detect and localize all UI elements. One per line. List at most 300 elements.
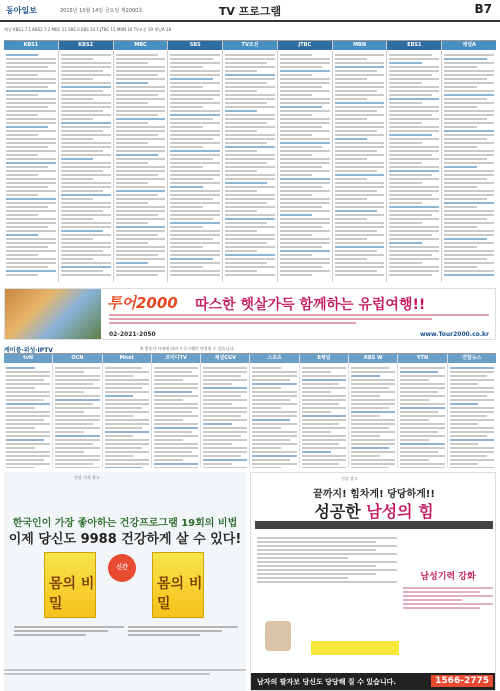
program-entry (444, 186, 476, 188)
program-entry (170, 230, 220, 232)
program-entry (335, 166, 385, 168)
text-line (257, 569, 397, 571)
channel-header: 스포츠 (250, 354, 298, 363)
program-entry (225, 182, 267, 184)
program-entry (302, 439, 346, 441)
program-entry (225, 186, 275, 188)
program-entry (116, 266, 166, 268)
program-entry (6, 274, 38, 276)
program-entry (302, 459, 346, 461)
program-entry (61, 242, 111, 244)
program-entry (6, 222, 56, 224)
program-entry (335, 90, 377, 92)
program-entry (225, 270, 257, 272)
program-entry (351, 443, 395, 445)
channel-column (168, 41, 223, 282)
program-entry (450, 383, 479, 385)
program-entry (116, 90, 166, 92)
program-entry (400, 399, 429, 401)
program-entry (6, 371, 50, 373)
program-entry (6, 66, 48, 68)
program-entry (225, 210, 257, 212)
program-entry (61, 94, 111, 96)
program-entry (154, 371, 192, 373)
program-entry (61, 158, 93, 160)
program-entry (154, 419, 183, 421)
program-entry (351, 463, 395, 465)
program-entry (444, 122, 494, 124)
channel-header: EBS1 (387, 41, 441, 50)
program-entry (351, 467, 389, 468)
program-entry (450, 415, 488, 417)
text-line (257, 541, 376, 543)
program-list (4, 363, 52, 468)
program-entry (154, 467, 198, 468)
ad-side-text (403, 585, 493, 665)
program-entry (61, 270, 103, 272)
program-entry (280, 90, 330, 92)
program-entry (225, 74, 275, 76)
ad-title (251, 499, 496, 522)
program-entry (444, 142, 494, 144)
program-entry (351, 423, 395, 425)
program-entry (170, 102, 220, 104)
text-line (403, 607, 480, 609)
program-entry (61, 54, 111, 56)
program-entry (225, 86, 275, 88)
program-entry (225, 214, 275, 216)
program-entry (6, 443, 50, 445)
program-entry (351, 379, 395, 381)
program-entry (252, 407, 281, 409)
program-entry (280, 170, 330, 172)
program-entry (225, 246, 275, 248)
program-entry (252, 367, 281, 369)
program-entry (225, 58, 275, 60)
program-entry (389, 58, 439, 60)
program-entry (335, 178, 367, 180)
program-entry (55, 451, 84, 453)
program-entry (351, 391, 395, 393)
program-entry (389, 110, 439, 112)
program-entry (170, 258, 212, 260)
program-entry (335, 134, 385, 136)
program-entry (154, 451, 192, 453)
program-entry (389, 234, 431, 236)
program-entry (61, 102, 111, 104)
program-entry (225, 162, 267, 164)
program-entry (105, 411, 149, 413)
program-entry (252, 427, 281, 429)
program-entry (116, 170, 166, 172)
text-line (257, 549, 376, 551)
ad-footer (4, 667, 246, 689)
program-entry (116, 162, 148, 164)
program-entry (170, 222, 220, 224)
program-entry (170, 254, 220, 256)
program-entry (351, 371, 395, 373)
program-entry (280, 166, 322, 168)
page-number: B7 (474, 2, 492, 16)
program-entry (444, 154, 494, 156)
program-entry (280, 242, 330, 244)
program-entry (280, 198, 330, 200)
program-entry (444, 206, 476, 208)
program-entry (335, 258, 367, 260)
program-entry (170, 250, 220, 252)
program-entry (351, 447, 389, 449)
program-entry (116, 166, 166, 168)
program-entry (389, 270, 439, 272)
program-entry (389, 230, 439, 232)
program-entry (6, 367, 35, 369)
program-entry (280, 114, 312, 116)
program-entry (389, 98, 439, 100)
program-entry (280, 122, 330, 124)
program-entry (6, 463, 50, 465)
program-entry (6, 206, 48, 208)
program-entry (154, 399, 183, 401)
program-entry (389, 186, 439, 188)
program-entry (335, 194, 385, 196)
program-entry (389, 134, 431, 136)
travel-ad-banner[interactable] (4, 288, 496, 340)
program-entry (105, 447, 143, 449)
program-entry (154, 367, 198, 369)
program-entry (444, 90, 494, 92)
text-line (403, 587, 493, 589)
channel-column (333, 41, 388, 282)
program-entry (280, 238, 330, 240)
ad-headline: 따스한 햇살가득 함께하는 유럽여행!! (195, 297, 426, 313)
program-entry (6, 403, 50, 405)
channel-header: JTBC (278, 41, 332, 50)
program-entry (444, 170, 494, 172)
program-entry (335, 154, 385, 156)
program-entry (335, 114, 385, 116)
program-entry (61, 58, 93, 60)
program-entry (389, 130, 439, 132)
program-entry (389, 262, 421, 264)
program-entry (225, 106, 275, 108)
program-entry (280, 66, 322, 68)
program-entry (389, 66, 439, 68)
program-entry (444, 266, 476, 268)
ad-phone[interactable]: 1566-2775 (431, 675, 493, 687)
program-entry (170, 218, 212, 220)
program-entry (116, 138, 166, 140)
program-entry (6, 435, 50, 437)
program-entry (389, 222, 421, 224)
program-entry (105, 455, 134, 457)
channel-header: 코미디TV (152, 354, 200, 363)
program-entry (335, 250, 377, 252)
program-entry (61, 110, 103, 112)
program-entry (252, 423, 296, 425)
program-entry (203, 383, 232, 385)
text-line (257, 581, 397, 583)
program-entry (280, 82, 330, 84)
program-entry (302, 399, 346, 401)
program-entry (225, 122, 267, 124)
program-entry (335, 270, 377, 272)
program-entry (116, 146, 166, 148)
program-entry (225, 194, 275, 196)
program-entry (335, 218, 367, 220)
program-entry (55, 419, 99, 421)
text-line (128, 630, 222, 632)
program-entry (6, 78, 56, 80)
text-line (257, 565, 376, 567)
program-entry (6, 395, 50, 397)
program-entry (450, 371, 494, 373)
health-supplement-ad[interactable] (250, 472, 496, 691)
program-entry (444, 138, 486, 140)
program-entry (444, 102, 494, 104)
channel-column (4, 41, 59, 282)
program-entry (6, 182, 56, 184)
program-entry (225, 90, 257, 92)
program-entry (61, 174, 111, 176)
channel-header: 채널A (442, 41, 496, 50)
program-entry (389, 242, 421, 244)
program-entry (6, 106, 48, 108)
program-entry (400, 367, 444, 369)
program-entry (6, 170, 56, 172)
page-header (0, 0, 500, 22)
program-entry (116, 218, 166, 220)
program-entry (61, 106, 111, 108)
program-entry (252, 467, 281, 468)
program-entry (400, 415, 444, 417)
program-entry (335, 94, 385, 96)
program-entry (351, 395, 380, 397)
program-entry (154, 459, 183, 461)
program-entry (444, 82, 494, 84)
health-book-ad[interactable] (4, 472, 246, 691)
program-entry (389, 150, 439, 152)
program-entry (400, 391, 438, 393)
program-entry (170, 270, 220, 272)
program-entry (170, 246, 202, 248)
program-entry (154, 423, 198, 425)
program-entry (116, 74, 158, 76)
program-entry (389, 154, 431, 156)
program-entry (389, 198, 439, 200)
book-title: 몸의 비밀 (49, 576, 95, 612)
program-entry (6, 158, 56, 160)
program-entry (6, 451, 50, 453)
program-entry (335, 110, 377, 112)
program-entry (302, 375, 346, 377)
program-entry (351, 407, 389, 409)
program-entry (280, 246, 322, 248)
program-entry (444, 54, 494, 56)
program-entry (116, 58, 166, 60)
program-entry (170, 78, 212, 80)
program-entry (400, 403, 444, 405)
program-entry (55, 455, 99, 457)
program-entry (116, 114, 158, 116)
program-entry (6, 130, 56, 132)
ad-url[interactable]: www.Tour2000.co.kr (419, 331, 489, 338)
program-list (448, 363, 496, 468)
program-entry (225, 62, 267, 64)
program-entry (170, 86, 202, 88)
program-entry (335, 62, 385, 64)
program-entry (280, 190, 330, 192)
program-entry (61, 70, 103, 72)
program-entry (116, 274, 158, 276)
program-entry (154, 463, 198, 465)
program-entry (61, 170, 103, 172)
program-entry (280, 194, 312, 196)
program-entry (225, 166, 275, 168)
program-entry (105, 399, 149, 401)
issue-date: 2015년 10월 14일 금요일 제2000호 (60, 8, 144, 14)
program-entry (6, 174, 38, 176)
program-entry (225, 258, 275, 260)
program-entry (335, 214, 385, 216)
program-entry (252, 459, 290, 461)
book-cover-image (152, 552, 204, 618)
program-entry (335, 238, 367, 240)
program-entry (6, 126, 48, 128)
program-entry (280, 110, 330, 112)
program-entry (105, 451, 149, 453)
program-entry (61, 82, 111, 84)
program-entry (6, 218, 56, 220)
channel-column (349, 354, 398, 468)
program-entry (116, 250, 166, 252)
program-entry (444, 222, 494, 224)
program-entry (116, 134, 158, 136)
program-entry (203, 467, 247, 468)
program-entry (61, 62, 111, 64)
program-entry (444, 262, 494, 264)
program-entry (389, 174, 431, 176)
program-entry (351, 459, 395, 461)
program-entry (302, 391, 331, 393)
program-entry (116, 222, 148, 224)
cable-schedule-grid (4, 353, 496, 468)
program-entry (6, 254, 38, 256)
program-entry (116, 190, 166, 192)
program-entry (154, 435, 198, 437)
program-entry (203, 403, 232, 405)
program-entry (170, 150, 220, 152)
program-entry (55, 435, 99, 437)
program-entry (444, 146, 476, 148)
program-entry (389, 114, 431, 116)
program-entry (170, 182, 220, 184)
program-entry (61, 222, 111, 224)
program-entry (55, 415, 99, 417)
program-entry (6, 266, 48, 268)
program-entry (444, 150, 494, 152)
program-entry (55, 391, 84, 393)
program-entry (105, 467, 143, 468)
program-entry (116, 242, 148, 244)
program-entry (302, 419, 346, 421)
program-entry (116, 98, 166, 100)
program-entry (389, 146, 439, 148)
program-entry (335, 234, 385, 236)
program-entry (444, 190, 494, 192)
program-entry (105, 423, 149, 425)
book-title: 몸의 비밀 (157, 576, 203, 612)
program-entry (61, 214, 111, 216)
program-entry (6, 166, 48, 168)
program-entry (61, 250, 103, 252)
program-entry (170, 190, 220, 192)
program-entry (389, 70, 439, 72)
program-entry (252, 379, 290, 381)
program-entry (6, 178, 56, 180)
channel-column (250, 354, 299, 468)
channel-column (442, 41, 496, 282)
program-entry (450, 391, 494, 393)
program-entry (444, 194, 494, 196)
program-entry (389, 238, 439, 240)
channel-header: 채널CGV (201, 354, 249, 363)
program-entry (225, 98, 275, 100)
ad-side-title: 남성기력 강화 (420, 572, 476, 582)
program-entry (280, 162, 330, 164)
channel-column (53, 354, 102, 468)
program-entry (105, 383, 149, 385)
program-entry (335, 102, 385, 104)
program-entry (280, 254, 312, 256)
program-entry (154, 375, 198, 377)
program-entry (105, 371, 149, 373)
program-entry (170, 198, 212, 200)
program-entry (6, 110, 56, 112)
text-line (257, 561, 397, 563)
program-entry (154, 403, 198, 405)
program-entry (6, 391, 50, 393)
program-entry (302, 435, 346, 437)
program-entry (389, 170, 439, 172)
program-entry (444, 166, 476, 168)
program-entry (450, 411, 494, 413)
program-entry (302, 427, 346, 429)
program-entry (389, 206, 439, 208)
program-entry (280, 250, 330, 252)
ad-title-part: 성공한 (314, 502, 367, 521)
program-entry (6, 379, 44, 381)
program-entry (280, 178, 330, 180)
program-entry (116, 254, 158, 256)
channel-header: MBN (333, 41, 387, 50)
program-entry (116, 234, 158, 236)
channel-header: MBC (114, 41, 168, 50)
program-entry (116, 66, 166, 68)
program-entry (302, 467, 346, 468)
program-entry (61, 142, 111, 144)
program-list (103, 363, 151, 468)
program-entry (351, 439, 395, 441)
program-entry (351, 427, 389, 429)
program-list (152, 363, 200, 468)
program-entry (252, 463, 296, 465)
program-entry (170, 94, 220, 96)
program-entry (61, 86, 111, 88)
program-entry (203, 447, 247, 449)
program-entry (444, 242, 494, 244)
program-entry (55, 467, 99, 468)
program-entry (225, 126, 275, 128)
